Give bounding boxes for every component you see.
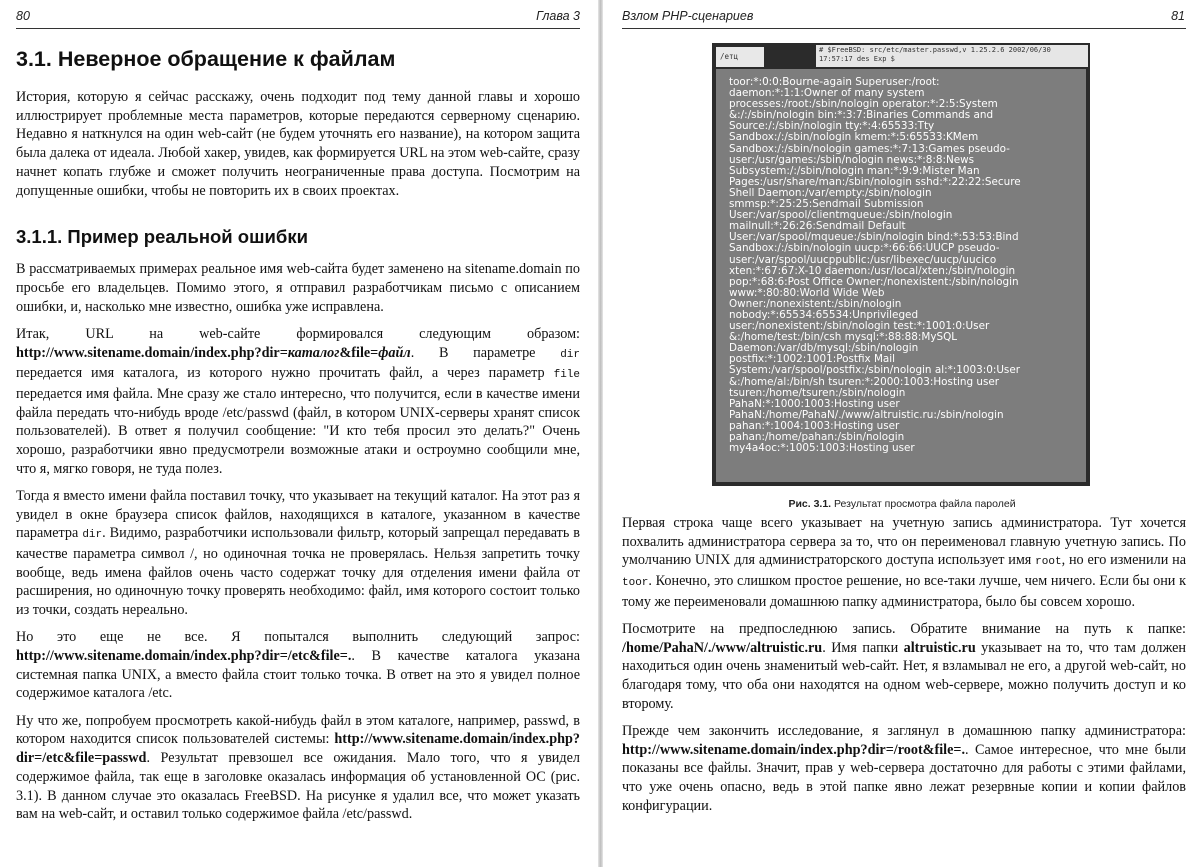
code-dir-2: dir <box>82 529 103 542</box>
subsection-heading: 3.1.1. Пример реальной ошибки <box>16 226 308 248</box>
rcs-header: # $FreeBSD: src/etc/master.passwd,v 1.25.2.6 2002/06/30 17:57:17 des Exp $ <box>816 45 1088 67</box>
intro-paragraph: История, которую я сейчас расскажу, очень подходит под тему данной главы и хорошо иллюстрирует проблемные места параметров, которые передаются серверному сценарию. Недавно я наткнулся на один web-сайт (не будем уточнять его название), на котором защита была далека от идеала. Любой хакер, увидев, как формируется URL на этом web-сайте, сразу начнет копать глубже и сможет получить неограниченные права доступа. Посмотрим на допущенные ошибки, чтобы не повторить их в своих проектах. <box>16 89 580 199</box>
passwd-line: pahan:*:1004:1003:Hosting user <box>729 419 900 432</box>
passwd-line: Pages:/usr/share/man:/sbin/nologin sshd:*:22:22:Secure <box>729 175 1021 188</box>
right-page-body <box>622 514 1186 824</box>
passwd-line: Shell Daemon:/var/empty:/sbin/nologin <box>729 186 932 199</box>
code-file: file <box>553 369 580 382</box>
right-paragraph-2: Посмотрите на предпоследнюю запись. Обратите внимание на путь к папке: /home/PahaN/./www/altruistic.ru. Имя папки altruistic.ru указывает на то, что там должен находиться один очень знаменитый web-сайт. Нет, я взламывал не его, а другой web-сайт, но благодаря тому, что оба они находятся на одном web-сервере, можно получить доступ и ко второму. <box>622 621 1187 712</box>
passwd-line: processes:/root:/sbin/nologin operator:*:2:5:System <box>729 98 998 111</box>
paragraph-2: Итак, URL на web-сайте формировался следующим образом: http://www.sitename.domain/index.php?dir=каталог&file=файл. В параметре dir передается имя каталога, из которого нужно прочитать файл, а через параметр file передается имя файла. Мне сразу же стало интересно, что получится, если в качестве имени файла передать что-нибудь вроде /etc/passwd (файл, в котором UNIX-серверы хранят список пользователей). В ответ я получил сообщение: "И кто тебя просил это делать?" Очень хорошо, разработчики явно предусмотрели возможные атаки и остроумно сообщили мне, что я, мягко говоря, не туда полез. <box>16 325 580 477</box>
paragraph-3: Тогда я вместо имени файла поставил точку, что указывает на текущий каталог. На этот раз я увидел в окне браузера список файлов, находящихся в каталоге, указанном в качестве параметра dir. Видимо, разработчики использовали фильтр, который запрещал передавать в качестве параметра символ /, но одиночная точка не проверялась. Нельзя запретить точку вообще, ведь имена файлов очень часто содержат точку для отделения имени файла от расширения, но одиночную точку проверять необходимо: файл, имя которого состоит только из точки, создать нереально. <box>16 487 580 619</box>
passwd-screen <box>716 69 1086 482</box>
passwd-line: &:/home/test:/bin/csh mysql:*:88:88:MySQL <box>729 331 958 344</box>
paragraph-5: Ну что же, попробуем просмотреть какой-нибудь файл в этом каталоге, например, passwd, в котором находится список пользователей системы: http://www.sitename.domain/index.php?dir=/etc&file=passwd. Результат превзошел все ожидания. Мало того, что я увидел содержимое файла, так еще в заголовке оказалась информация об установленной ОС (рис. 3.1). В данном случае это оказалась FreeBSD. На рисунке я удалил все, что может указать вам на web-сайт, и оставил только содержимое файла /etc/passwd. <box>16 712 580 823</box>
right-page <box>603 0 1201 867</box>
figure-screenshot <box>712 43 1090 486</box>
passwd-line: www:*:80:80:World Wide Web <box>729 286 885 299</box>
passwd-line: PahaN:/home/PahaN/./www/altruistic.ru:/sbin/nologin <box>729 408 1004 421</box>
passwd-line: Sandbox:/:/sbin/nologin uucp:*:66:66:UUCP pseudo- <box>729 242 1000 255</box>
passwd-line: daemon:*:1:1:Owner of many system <box>729 87 925 100</box>
passwd-listing <box>716 69 1086 454</box>
section-heading: 3.1. Неверное обращение к файлам <box>16 47 396 71</box>
passwd-line: user:/nonexistent:/sbin/nologin test:*:1001:0:User <box>729 320 990 333</box>
running-head-book: Взлом PHP-сценариев <box>622 9 754 23</box>
passwd-line: user:/var/spool/uucppublic:/usr/libexec/uucp/uucico <box>729 253 997 266</box>
header-rule <box>16 28 580 29</box>
url-etc-passwd: http://www.sitename.domain/index.php?dir=/etc&file=passwd <box>16 731 580 767</box>
header-rule-right <box>622 28 1186 29</box>
figure-caption: Рис. 3.1. Результат просмотра файла паролей <box>788 498 1016 510</box>
passwd-line: Sandbox:/:/sbin/nologin games:*:7:13:Games pseudo- <box>729 142 1010 155</box>
passwd-line: smmsp:*:25:25:Sendmail Submission <box>729 198 924 211</box>
passwd-line: tsuren:/home/tsuren:/sbin/nologin <box>729 386 906 399</box>
code-toor: toor <box>622 577 649 590</box>
path-pahan: /home/PahaN/./www/altruistic.ru <box>622 639 823 656</box>
code-dir: dir <box>560 348 580 361</box>
passwd-line: Subsystem:/:/sbin/nologin man:*:9:9:Mister Man <box>729 164 980 177</box>
passwd-line: nobody:*:65534:65534:Unprivileged <box>729 308 919 321</box>
passwd-line: pahan:/home/pahan:/sbin/nologin <box>729 431 905 443</box>
passwd-line: postfix:*:1002:1001:Postfix Mail <box>729 353 896 366</box>
passwd-line: User:/var/spool/mqueue:/sbin/nologin bind:*:53:53:Bind <box>729 231 1019 244</box>
url-template: http://www.sitename.domain/index.php?dir=каталог&file=файл <box>16 344 411 361</box>
left-page <box>0 0 598 867</box>
passwd-line: Source:/:/sbin/nologin tty:*:4:65533:Tty <box>729 120 935 133</box>
paragraph-4: Но это еще не все. Я попытался выполнить следующий запрос: http://www.sitename.domain/index.php?dir=/etc&file=.. В качестве каталога указана системная папка UNIX, а вместо файла стоит только точка. В ответ на это я увидел полное содержимое каталога /etc. <box>16 629 580 702</box>
url-root: http://www.sitename.domain/index.php?dir=/root&file=. <box>622 741 966 758</box>
right-paragraph-3: Прежде чем закончить исследование, я заглянул в домашнюю папку администратора: http://www.sitename.domain/index.php?dir=/root&file=.. Самое интересное, что мне были показаны все файлы. Значит, прав у web-сервера достаточно для работы с этими файлами, что уже очень опасно, ведь в этой папке явно лежат резервные копии и копии файлов конфигурации. <box>622 723 1186 814</box>
passwd-line: toor:*:0:0:Bourne-again Superuser:/root: <box>729 76 940 88</box>
passwd-line: my4a4oc:*:1005:1003:Hosting user <box>729 442 915 455</box>
page-number-right: 81 <box>1171 9 1185 23</box>
right-paragraph-1: Первая строка чаще всего указывает на учетную запись администратора. Тут хочется похвалить администратора сервера за то, что он переименовал главную учетную запись. По умолчанию UNIX для администраторского доступа использует имя root, но его изменили на toor. Конечно, это слишком простое решение, но все-таки лучше, чем ничего. Если бы они к тому же переименовали домашнюю папку администратора, было бы совсем хорошо. <box>622 515 1186 610</box>
paragraph-1: В рассматриваемых примерах реальное имя web-сайта будет заменено на sitename.domain по просьбе его владельцев. Помимо этого, я отправил разработчикам письмо с описанием ошибки, и, насколько мне известно, ошибка уже исправлена. <box>16 261 580 315</box>
folder-name: altruistic.ru <box>903 639 976 656</box>
passwd-line: xten:*:67:67:X-10 daemon:/usr/local/xten:/sbin/nologin <box>729 264 1016 277</box>
passwd-line: &:/home/al:/bin/sh tsuren:*:2000:1003:Hosting user <box>729 375 1000 388</box>
passwd-line: Sandbox:/:/sbin/nologin kmem:*:5:65533:KMem <box>729 131 979 144</box>
passwd-line: User:/var/spool/clientmqueue:/sbin/nologin <box>729 209 953 222</box>
code-root: root <box>1035 556 1062 569</box>
passwd-line: System:/var/spool/postfix:/sbin/nologin al:*:1003:0:User <box>729 364 1021 377</box>
left-page-body <box>16 40 580 832</box>
passwd-line: &:/:/sbin/nologin bin:*:3:7:Binaries Commands and <box>729 109 994 122</box>
passwd-line: user:/usr/games:/sbin/nologin news:*:8:8:News <box>729 153 975 166</box>
url-etc-dot: http://www.sitename.domain/index.php?dir=/etc&file=. <box>16 648 352 665</box>
running-head-chapter: Глава 3 <box>536 9 580 23</box>
page-number-left: 80 <box>16 9 30 23</box>
passwd-line: Daemon:/var/db/mysql:/sbin/nologin <box>729 342 919 355</box>
passwd-line: PahaN:*:1000:1003:Hosting user <box>729 397 900 410</box>
passwd-line: Owner:/nonexistent:/sbin/nologin <box>729 297 902 310</box>
passwd-line: pop:*:68:6:Post Office Owner:/nonexistent:/sbin/nologin <box>729 275 1019 288</box>
passwd-line: mailnull:*:26:26:Sendmail Default <box>729 220 906 233</box>
window-tab: /етц <box>716 47 764 67</box>
